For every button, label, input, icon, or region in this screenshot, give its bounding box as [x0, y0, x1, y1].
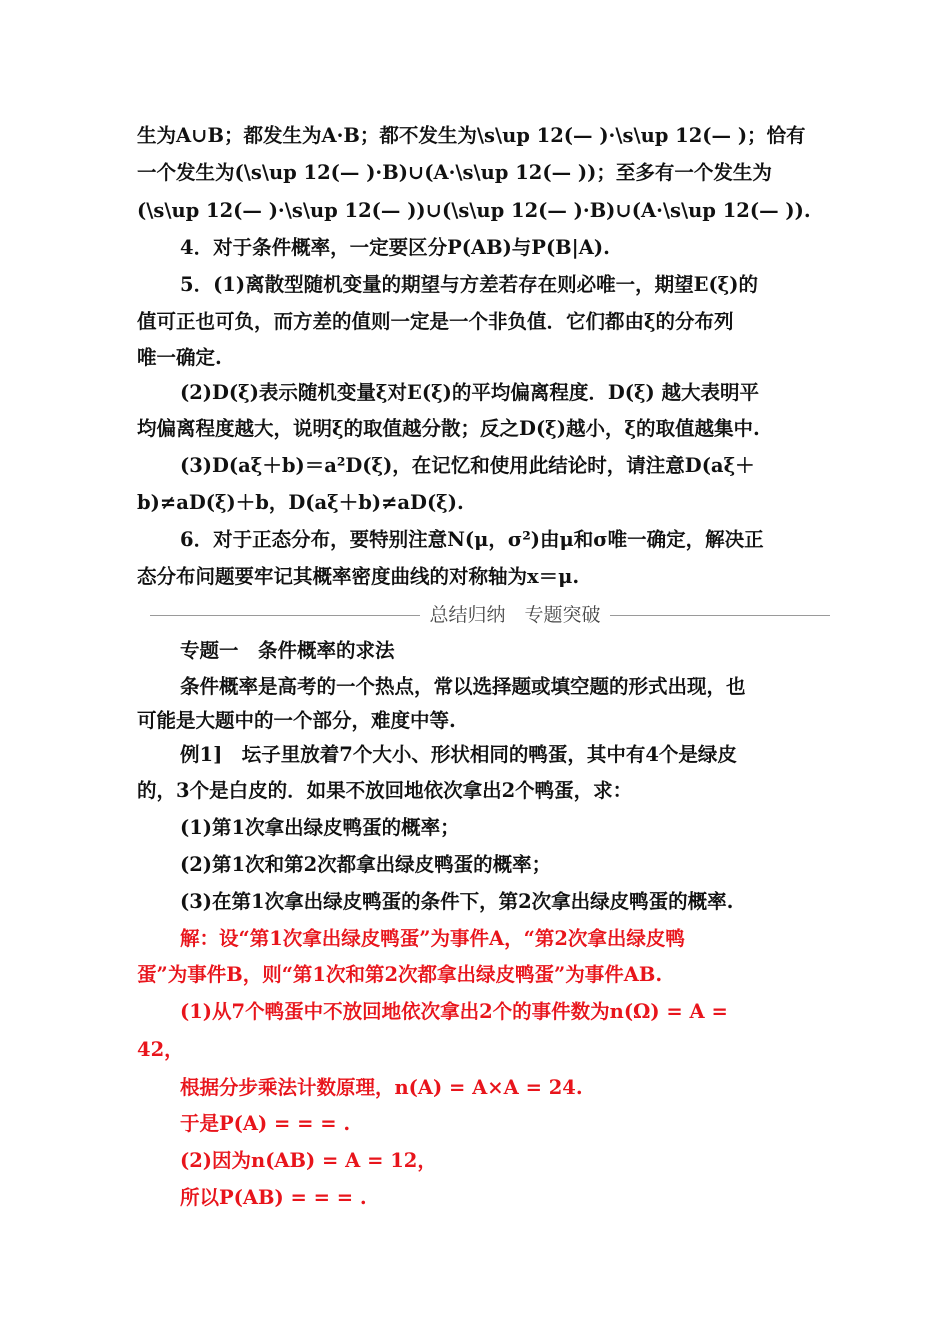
text-line-15: 条件概率是高考的一个热点，常以选择题或填空题的形式出现，也: [180, 675, 746, 698]
solution-line-3: (1)从7个鸭蛋中不放回地依次拿出2个的事件数为n(Ω) = A =: [180, 1000, 728, 1023]
question-3: (3)在第1次拿出绿皮鸭蛋的条件下，第2次拿出绿皮鸭蛋的概率.: [180, 890, 734, 913]
solution-line-4: 42，: [137, 1038, 184, 1061]
text-line-5: 5．(1)离散型随机变量的期望与方差若存在则必唯一，期望E(ξ)的: [180, 273, 758, 296]
text-line-3: (\s\up 12(— )·\s\up 12(— ))∪(\s\up 12(— )·B)∪(A·\s\up 12(— )).: [137, 199, 811, 222]
solution-line-1: 解：设“第1次拿出绿皮鸭蛋”为事件A，“第2次拿出绿皮鸭: [180, 927, 685, 950]
text-line-2: 一个发生为(\s\up 12(— )·B)∪(A·\s\up 12(— ))；至多有一个发生为: [137, 161, 772, 184]
text-line-1: 生为A∪B；都发生为A·B；都不发生为\s\up 12(— )·\s\up 12(— )；恰有: [137, 124, 806, 147]
text-line-6: 值可正也可负，而方差的值则一定是一个非负值．它们都由ξ的分布列: [137, 310, 734, 333]
solution-line-5: 根据分步乘法计数原理，n(A) = A×A = 24.: [180, 1076, 583, 1099]
text-line-10: (3)D(aξ＋b)＝a²D(ξ)，在记忆和使用此结论时，请注意D(aξ＋: [180, 454, 755, 477]
text-line-12: 6．对于正态分布，要特别注意N(μ，σ²)由μ和σ唯一确定，解决正: [180, 528, 764, 551]
text-line-13: 态分布问题要牢记其概率密度曲线的对称轴为x＝μ.: [137, 565, 580, 588]
text-line-9: 均偏离程度越大，说明ξ的取值越分散；反之D(ξ)越小，ξ的取值越集中.: [137, 417, 760, 440]
section-divider: [150, 601, 830, 629]
text-line-4: 4．对于条件概率，一定要区分P(AB)与P(B|A).: [180, 236, 610, 259]
divider-rule-left: [150, 615, 420, 616]
example-heading: 例1] 坛子里放着7个大小、形状相同的鸭蛋，其中有4个是绿皮: [180, 743, 737, 766]
text-line-7: 唯一确定.: [137, 346, 222, 369]
divider-rule-right: [610, 615, 830, 616]
question-1: (1)第1次拿出绿皮鸭蛋的概率；: [180, 816, 460, 839]
text-line-18: 的，3个是白皮的．如果不放回地依次拿出2个鸭蛋，求：: [137, 779, 633, 802]
text-line-16: 可能是大题中的一个部分，难度中等.: [137, 709, 456, 732]
divider-label: 总结归纳 专题突破: [429, 604, 601, 626]
solution-line-2: 蛋”为事件B，则“第1次和第2次都拿出绿皮鸭蛋”为事件AB.: [137, 963, 663, 986]
text-line-11: b)≠aD(ξ)＋b，D(aξ＋b)≠aD(ξ).: [137, 491, 464, 514]
text-line-8: (2)D(ξ)表示随机变量ξ对E(ξ)的平均偏离程度．D(ξ) 越大表明平: [180, 381, 760, 404]
question-2: (2)第1次和第2次都拿出绿皮鸭蛋的概率；: [180, 853, 552, 876]
solution-line-6: 于是P(A) = = = .: [180, 1112, 351, 1135]
section-heading: 专题一 条件概率的求法: [180, 639, 395, 662]
solution-line-8: 所以P(AB) = = = .: [180, 1186, 367, 1209]
solution-line-7: (2)因为n(AB) = A = 12，: [180, 1149, 437, 1172]
